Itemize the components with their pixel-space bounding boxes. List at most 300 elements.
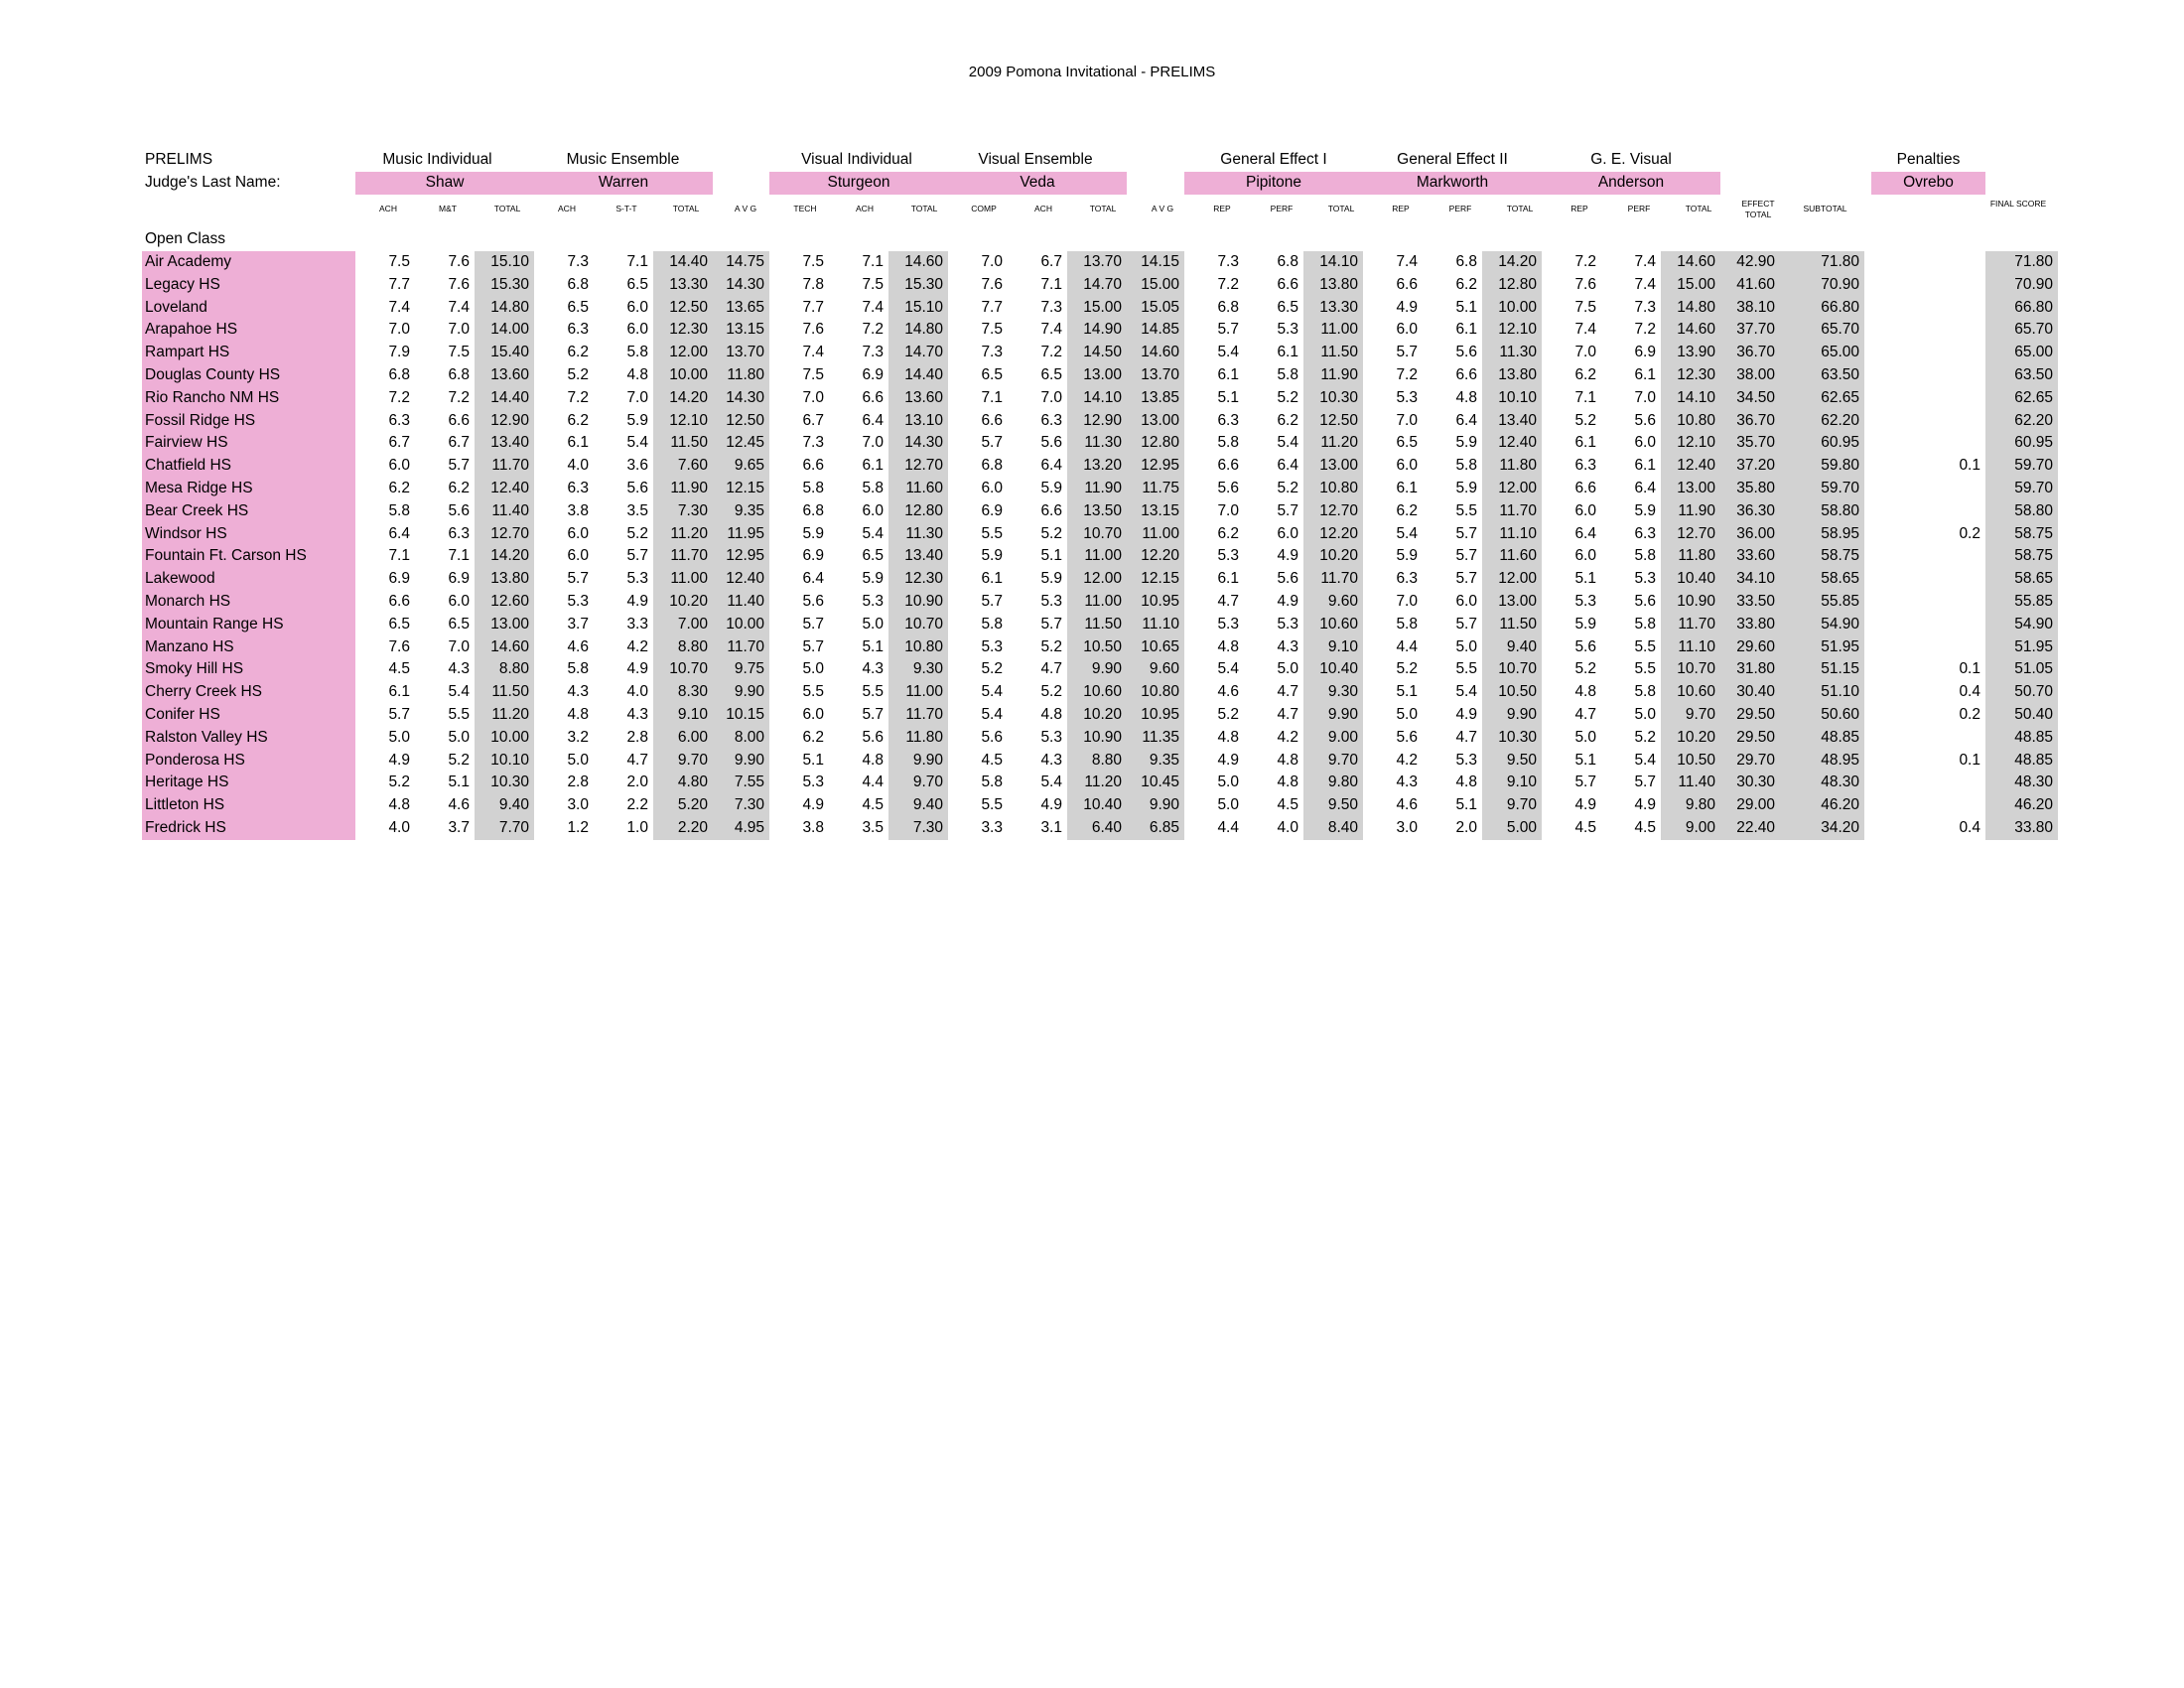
- cell-visual-avg: 12.95: [1127, 455, 1184, 478]
- col-ge1-total: TOTAL: [1327, 204, 1355, 213]
- cell-ve-comp: 7.5: [981, 321, 1003, 339]
- cell-me-ach: 4.3: [567, 683, 589, 701]
- cell-vi-tech: 5.7: [802, 615, 824, 633]
- cell-me-stt: 5.9: [626, 411, 648, 429]
- school-name: Littleton HS: [142, 794, 355, 817]
- cell-mi-ach: 4.9: [388, 751, 410, 769]
- col-me-ach: ACH: [558, 204, 576, 213]
- cell-me-total: 8.30: [653, 681, 713, 704]
- cell-effect-total: 36.70: [1720, 410, 1780, 433]
- cell-ge1-perf: 5.3: [1277, 321, 1298, 339]
- cell-ge1-total: 12.50: [1303, 410, 1363, 433]
- cell-mi-total: 13.40: [475, 432, 534, 455]
- cell-gv-total: 15.00: [1661, 274, 1720, 297]
- cell-ge2-total: 12.00: [1482, 478, 1542, 500]
- cell-ge1-perf: 6.4: [1277, 457, 1298, 475]
- cell-ve-ach: 4.8: [1040, 706, 1062, 723]
- cell-gv-rep: 7.6: [1574, 275, 1596, 293]
- cell-vi-tech: 5.0: [802, 660, 824, 678]
- cell-ge1-rep: 5.6: [1217, 480, 1239, 496]
- cell-gv-rep: 5.7: [1574, 774, 1596, 791]
- cell-gv-total: 12.70: [1661, 523, 1720, 546]
- cell-effect-total: 34.10: [1720, 568, 1780, 591]
- cell-vi-ach: 7.2: [862, 321, 884, 339]
- cell-mi-ach: 4.0: [388, 819, 410, 836]
- cell-final-score: 59.70: [1985, 478, 2058, 500]
- cell-ve-ach: 5.7: [1040, 615, 1062, 633]
- cell-subtotal: 63.50: [1780, 364, 1864, 387]
- col-ve-comp: COMP: [971, 204, 997, 213]
- cell-effect-total: 29.50: [1720, 727, 1780, 750]
- cell-ve-ach: 5.2: [1040, 637, 1062, 655]
- cell-mi-mt: 4.6: [448, 796, 470, 814]
- cell-ge1-perf: 4.8: [1277, 774, 1298, 791]
- col-gv-total: TOTAL: [1685, 204, 1712, 213]
- school-name: Arapahoe HS: [142, 319, 355, 342]
- col-vi-total: TOTAL: [910, 204, 938, 213]
- cell-mi-ach: 6.7: [388, 434, 410, 452]
- cell-gv-perf: 7.4: [1634, 275, 1656, 293]
- cell-vi-total: 11.80: [888, 727, 948, 750]
- cell-ge1-total: 10.30: [1303, 387, 1363, 410]
- cell-me-stt: 5.8: [626, 344, 648, 361]
- cell-ge1-rep: 5.0: [1217, 774, 1239, 791]
- col-effect-total: [1728, 199, 1788, 228]
- table-row: [142, 750, 2058, 773]
- cell-ve-ach: 6.5: [1040, 366, 1062, 383]
- cell-gv-perf: 5.5: [1634, 637, 1656, 655]
- judge-penalties: Ovrebo: [1871, 172, 1985, 195]
- cell-gv-rep: 5.9: [1574, 615, 1596, 633]
- cell-subtotal: 55.85: [1780, 591, 1864, 614]
- cell-me-ach: 2.8: [567, 774, 589, 791]
- cell-me-stt: 4.0: [626, 683, 648, 701]
- cell-ge2-total: 9.10: [1482, 772, 1542, 794]
- cell-final-score: 70.90: [1985, 274, 2058, 297]
- cell-gv-rep: 4.5: [1574, 819, 1596, 836]
- cell-ve-ach: 5.9: [1040, 570, 1062, 588]
- cell-final-score: 48.85: [1985, 727, 2058, 750]
- cell-gv-total: 9.70: [1661, 704, 1720, 727]
- cell-music-avg: 12.40: [713, 568, 769, 591]
- cell-me-total: 2.20: [653, 817, 713, 840]
- cell-ge1-perf: 4.2: [1277, 728, 1298, 746]
- school-name: Mountain Range HS: [142, 614, 355, 636]
- cell-ge2-perf: 6.0: [1455, 593, 1477, 610]
- cell-gv-total: 10.20: [1661, 727, 1720, 750]
- cell-ge2-total: 11.50: [1482, 614, 1542, 636]
- cell-ve-ach: 5.3: [1040, 593, 1062, 610]
- cell-ve-comp: 5.5: [981, 796, 1003, 814]
- cell-me-stt: 2.0: [626, 774, 648, 791]
- cell-ge1-rep: 5.3: [1217, 615, 1239, 633]
- cell-vi-total: 11.70: [888, 704, 948, 727]
- cell-gv-rep: 5.2: [1574, 660, 1596, 678]
- cell-gv-total: 10.50: [1661, 750, 1720, 773]
- cell-ve-ach: 5.6: [1040, 434, 1062, 452]
- school-name: Heritage HS: [142, 772, 355, 794]
- cell-me-total: 10.20: [653, 591, 713, 614]
- judge-visual-ensemble: Veda: [948, 172, 1127, 195]
- cell-penalty: [1871, 794, 1985, 817]
- cell-music-avg: 9.65: [713, 455, 769, 478]
- col-ge1-rep: REP: [1213, 204, 1231, 213]
- cell-effect-total: 29.70: [1720, 750, 1780, 773]
- cell-music-avg: 7.55: [713, 772, 769, 794]
- cell-ve-ach: 7.3: [1040, 298, 1062, 316]
- cell-visual-avg: 14.85: [1127, 319, 1184, 342]
- cell-ve-total: 14.70: [1067, 274, 1127, 297]
- cell-ve-comp: 6.9: [981, 501, 1003, 519]
- cell-mi-ach: 6.1: [388, 683, 410, 701]
- judge-row: [142, 172, 2058, 195]
- cell-vi-tech: 7.6: [802, 321, 824, 339]
- cell-effect-total: 33.50: [1720, 591, 1780, 614]
- cell-subtotal: 46.20: [1780, 794, 1864, 817]
- cell-vi-total: 13.10: [888, 410, 948, 433]
- cell-ve-total: 11.00: [1067, 545, 1127, 568]
- cell-vi-ach: 5.9: [862, 570, 884, 588]
- cell-effect-total: 36.00: [1720, 523, 1780, 546]
- cell-vi-ach: 4.8: [862, 751, 884, 769]
- school-name: Fountain Ft. Carson HS: [142, 545, 355, 568]
- col-ge1-perf: PERF: [1270, 204, 1294, 213]
- cell-mi-mt: 6.8: [448, 366, 470, 383]
- cell-me-ach: 5.2: [567, 366, 589, 383]
- cell-subtotal: 59.80: [1780, 455, 1864, 478]
- cell-music-avg: 12.95: [713, 545, 769, 568]
- cell-me-stt: 2.8: [626, 728, 648, 746]
- cell-ge1-rep: 6.3: [1217, 411, 1239, 429]
- cell-ve-total: 11.30: [1067, 432, 1127, 455]
- cell-ge1-rep: 5.4: [1217, 660, 1239, 678]
- cell-ge1-total: 13.00: [1303, 455, 1363, 478]
- cell-me-stt: 2.2: [626, 796, 648, 814]
- col-gv-rep: REP: [1570, 204, 1588, 213]
- cell-final-score: 48.30: [1985, 772, 2058, 794]
- cell-gv-perf: 4.5: [1634, 819, 1656, 836]
- col-subtotal: SUBTOTAL: [1803, 204, 1847, 213]
- cell-me-total: 6.00: [653, 727, 713, 750]
- cell-ge1-total: 10.20: [1303, 545, 1363, 568]
- cell-me-ach: 3.0: [567, 796, 589, 814]
- cell-me-stt: 7.1: [626, 253, 648, 270]
- cell-gv-perf: 5.2: [1634, 728, 1656, 746]
- cell-gv-total: 11.70: [1661, 614, 1720, 636]
- cell-me-ach: 6.2: [567, 411, 589, 429]
- cell-ge1-perf: 6.1: [1277, 344, 1298, 361]
- cell-gv-total: 11.80: [1661, 545, 1720, 568]
- cell-ge1-rep: 6.1: [1217, 570, 1239, 588]
- cell-final-score: 71.80: [1985, 251, 2058, 274]
- cell-gv-perf: 5.6: [1634, 593, 1656, 610]
- cell-ge1-total: 10.60: [1303, 614, 1363, 636]
- cell-music-avg: 13.15: [713, 319, 769, 342]
- cell-ge1-rep: 6.1: [1217, 366, 1239, 383]
- school-name: Conifer HS: [142, 704, 355, 727]
- cell-gv-perf: 5.8: [1634, 683, 1656, 701]
- cell-ge1-total: 13.30: [1303, 297, 1363, 320]
- cell-music-avg: 8.00: [713, 727, 769, 750]
- cell-ve-comp: 7.0: [981, 253, 1003, 270]
- class-label: Open Class: [145, 230, 225, 247]
- caption-header-row: [142, 149, 2058, 172]
- cell-ve-total: 10.90: [1067, 727, 1127, 750]
- cell-ge2-perf: 5.5: [1455, 501, 1477, 519]
- cell-subtotal: 51.10: [1780, 681, 1864, 704]
- cell-penalty: [1871, 614, 1985, 636]
- school-name: Mesa Ridge HS: [142, 478, 355, 500]
- cell-gv-total: 14.60: [1661, 251, 1720, 274]
- cell-mi-mt: 6.0: [448, 593, 470, 610]
- cell-ve-total: 10.60: [1067, 681, 1127, 704]
- cell-mi-total: 10.10: [475, 750, 534, 773]
- cell-me-ach: 5.7: [567, 570, 589, 588]
- col-effect-total-line2: TOTAL: [1744, 210, 1772, 219]
- cell-ge2-rep: 5.4: [1396, 524, 1418, 542]
- cell-me-total: 11.90: [653, 478, 713, 500]
- cell-ge1-perf: 4.9: [1277, 593, 1298, 610]
- cell-gv-perf: 5.0: [1634, 706, 1656, 723]
- cell-vi-ach: 6.5: [862, 547, 884, 565]
- cell-gv-total: 10.70: [1661, 658, 1720, 681]
- cell-me-stt: 7.0: [626, 388, 648, 406]
- cell-ge2-total: 12.00: [1482, 568, 1542, 591]
- cell-effect-total: 35.70: [1720, 432, 1780, 455]
- cell-vi-tech: 5.6: [802, 593, 824, 610]
- cell-ge2-rep: 6.5: [1396, 434, 1418, 452]
- cell-subtotal: 51.15: [1780, 658, 1864, 681]
- cell-gv-total: 14.10: [1661, 387, 1720, 410]
- cell-ge1-perf: 5.7: [1277, 501, 1298, 519]
- cell-penalty: [1871, 319, 1985, 342]
- cell-ve-ach: 7.1: [1040, 275, 1062, 293]
- cell-ge2-rep: 5.8: [1396, 615, 1418, 633]
- cell-gv-rep: 6.6: [1574, 480, 1596, 496]
- cell-mi-mt: 5.6: [448, 501, 470, 519]
- cell-visual-avg: 11.10: [1127, 614, 1184, 636]
- cell-ve-ach: 5.2: [1040, 524, 1062, 542]
- cell-effect-total: 42.90: [1720, 251, 1780, 274]
- school-name: Ponderosa HS: [142, 750, 355, 773]
- cell-mi-mt: 7.6: [448, 253, 470, 270]
- cell-ve-comp: 5.9: [981, 547, 1003, 565]
- col-final-score: FINAL SCORE: [1989, 199, 2047, 209]
- cell-ge2-rep: 4.6: [1396, 796, 1418, 814]
- cell-me-ach: 6.2: [567, 344, 589, 361]
- cell-effect-total: 29.60: [1720, 636, 1780, 659]
- cell-subtotal: 70.90: [1780, 274, 1864, 297]
- cell-mi-ach: 4.8: [388, 796, 410, 814]
- cell-final-score: 58.75: [1985, 545, 2058, 568]
- cell-ge2-rep: 5.1: [1396, 683, 1418, 701]
- cell-mi-total: 10.30: [475, 772, 534, 794]
- cell-effect-total: 36.70: [1720, 342, 1780, 364]
- cell-ge1-perf: 4.0: [1277, 819, 1298, 836]
- cell-ge2-rep: 5.6: [1396, 728, 1418, 746]
- cell-ve-comp: 6.8: [981, 457, 1003, 475]
- school-name: Chatfield HS: [142, 455, 355, 478]
- cell-ve-ach: 4.9: [1040, 796, 1062, 814]
- cell-ge2-rep: 4.3: [1396, 774, 1418, 791]
- school-name: Douglas County HS: [142, 364, 355, 387]
- cell-ve-ach: 6.4: [1040, 457, 1062, 475]
- cell-ge2-perf: 6.6: [1455, 366, 1477, 383]
- cell-ve-ach: 5.4: [1040, 774, 1062, 791]
- cell-final-score: 50.70: [1985, 681, 2058, 704]
- cell-vi-total: 14.40: [888, 364, 948, 387]
- cell-mi-mt: 7.0: [448, 637, 470, 655]
- cell-ve-comp: 6.6: [981, 411, 1003, 429]
- cell-music-avg: 14.30: [713, 387, 769, 410]
- cell-mi-ach: 5.2: [388, 774, 410, 791]
- cell-vi-total: 13.40: [888, 545, 948, 568]
- cell-mi-mt: 7.4: [448, 298, 470, 316]
- cell-ve-ach: 5.9: [1040, 480, 1062, 496]
- cell-penalty: [1871, 545, 1985, 568]
- cell-ge1-perf: 5.8: [1277, 366, 1298, 383]
- cell-ge1-rep: 4.8: [1217, 637, 1239, 655]
- cell-ge1-perf: 6.5: [1277, 298, 1298, 316]
- cell-vi-total: 10.90: [888, 591, 948, 614]
- cell-ge2-total: 12.10: [1482, 319, 1542, 342]
- cell-ge1-total: 14.10: [1303, 251, 1363, 274]
- cell-ge1-total: 12.20: [1303, 523, 1363, 546]
- cell-mi-mt: 7.6: [448, 275, 470, 293]
- cell-gv-total: 9.80: [1661, 794, 1720, 817]
- cell-vi-total: 9.70: [888, 772, 948, 794]
- school-name: Ralston Valley HS: [142, 727, 355, 750]
- col-mi-total: TOTAL: [493, 204, 521, 213]
- table-row: [142, 251, 2058, 274]
- cell-mi-mt: 6.7: [448, 434, 470, 452]
- cell-mi-total: 11.50: [475, 681, 534, 704]
- school-name: Fossil Ridge HS: [142, 410, 355, 433]
- table-row: [142, 387, 2058, 410]
- cell-ge1-rep: 5.3: [1217, 547, 1239, 565]
- cell-effect-total: 30.40: [1720, 681, 1780, 704]
- cell-ge2-total: 9.90: [1482, 704, 1542, 727]
- cell-ve-ach: 7.0: [1040, 388, 1062, 406]
- cell-ge2-total: 9.70: [1482, 794, 1542, 817]
- cell-vi-tech: 7.3: [802, 434, 824, 452]
- cell-mi-mt: 7.5: [448, 344, 470, 361]
- cell-subtotal: 65.00: [1780, 342, 1864, 364]
- cell-ge1-rep: 4.7: [1217, 593, 1239, 610]
- cell-gv-rep: 5.1: [1574, 751, 1596, 769]
- cell-vi-ach: 6.9: [862, 366, 884, 383]
- section-label: PRELIMS: [145, 151, 213, 168]
- caption-general-effect-2: General Effect II: [1397, 151, 1508, 168]
- cell-ve-total: 6.40: [1067, 817, 1127, 840]
- cell-vi-total: 12.70: [888, 455, 948, 478]
- table-row: [142, 274, 2058, 297]
- school-name: Fairview HS: [142, 432, 355, 455]
- cell-ve-comp: 5.4: [981, 706, 1003, 723]
- column-header-row: [142, 199, 2058, 228]
- cell-mi-ach: 6.4: [388, 524, 410, 542]
- cell-gv-perf: 7.2: [1634, 321, 1656, 339]
- cell-ve-total: 12.90: [1067, 410, 1127, 433]
- cell-ge1-total: 11.70: [1303, 568, 1363, 591]
- school-name: Lakewood: [142, 568, 355, 591]
- cell-gv-rep: 6.0: [1574, 547, 1596, 565]
- cell-ge1-total: 9.00: [1303, 727, 1363, 750]
- cell-vi-ach: 5.8: [862, 480, 884, 496]
- cell-effect-total: 29.00: [1720, 794, 1780, 817]
- cell-subtotal: 51.95: [1780, 636, 1864, 659]
- cell-gv-rep: 6.3: [1574, 457, 1596, 475]
- cell-subtotal: 34.20: [1780, 817, 1864, 840]
- col-music-avg: A V G: [734, 204, 757, 213]
- cell-final-score: 46.20: [1985, 794, 2058, 817]
- cell-ge2-perf: 5.7: [1455, 547, 1477, 565]
- cell-subtotal: 62.20: [1780, 410, 1864, 433]
- cell-me-total: 4.80: [653, 772, 713, 794]
- cell-gv-perf: 5.3: [1634, 570, 1656, 588]
- cell-gv-total: 14.60: [1661, 319, 1720, 342]
- cell-gv-perf: 7.4: [1634, 253, 1656, 270]
- cell-effect-total: 34.50: [1720, 387, 1780, 410]
- col-ge2-rep: REP: [1392, 204, 1410, 213]
- cell-me-ach: 6.8: [567, 275, 589, 293]
- cell-me-ach: 6.1: [567, 434, 589, 452]
- cell-ge1-total: 9.60: [1303, 591, 1363, 614]
- cell-me-total: 5.20: [653, 794, 713, 817]
- cell-ge2-rep: 6.3: [1396, 570, 1418, 588]
- cell-ge2-perf: 5.7: [1455, 524, 1477, 542]
- cell-ve-total: 11.90: [1067, 478, 1127, 500]
- cell-effect-total: 29.50: [1720, 704, 1780, 727]
- cell-mi-ach: 6.5: [388, 615, 410, 633]
- cell-ge1-perf: 6.2: [1277, 411, 1298, 429]
- cell-gv-rep: 7.5: [1574, 298, 1596, 316]
- cell-gv-perf: 4.9: [1634, 796, 1656, 814]
- cell-me-total: 14.20: [653, 387, 713, 410]
- cell-ve-total: 14.50: [1067, 342, 1127, 364]
- cell-music-avg: 9.75: [713, 658, 769, 681]
- table-row: [142, 772, 2058, 794]
- cell-gv-total: 9.00: [1661, 817, 1720, 840]
- cell-penalty: [1871, 251, 1985, 274]
- cell-mi-mt: 7.0: [448, 321, 470, 339]
- cell-gv-total: 11.90: [1661, 500, 1720, 523]
- cell-me-stt: 6.0: [626, 298, 648, 316]
- cell-ge2-rep: 6.2: [1396, 501, 1418, 519]
- cell-vi-total: 14.60: [888, 251, 948, 274]
- cell-music-avg: 9.90: [713, 750, 769, 773]
- cell-vi-ach: 7.5: [862, 275, 884, 293]
- cell-subtotal: 59.70: [1780, 478, 1864, 500]
- cell-vi-tech: 7.5: [802, 366, 824, 383]
- cell-ve-total: 11.20: [1067, 772, 1127, 794]
- table-row: [142, 681, 2058, 704]
- cell-mi-total: 15.10: [475, 251, 534, 274]
- cell-ge1-total: 11.90: [1303, 364, 1363, 387]
- cell-ge2-rep: 7.2: [1396, 366, 1418, 383]
- cell-ge2-total: 10.10: [1482, 387, 1542, 410]
- cell-penalty: [1871, 387, 1985, 410]
- cell-vi-tech: 6.9: [802, 547, 824, 565]
- cell-ve-total: 10.70: [1067, 523, 1127, 546]
- cell-ge2-perf: 5.1: [1455, 298, 1477, 316]
- cell-visual-avg: 11.75: [1127, 478, 1184, 500]
- cell-ge2-perf: 6.1: [1455, 321, 1477, 339]
- cell-me-total: 9.70: [653, 750, 713, 773]
- cell-me-ach: 6.5: [567, 298, 589, 316]
- cell-vi-tech: 6.7: [802, 411, 824, 429]
- cell-vi-ach: 4.4: [862, 774, 884, 791]
